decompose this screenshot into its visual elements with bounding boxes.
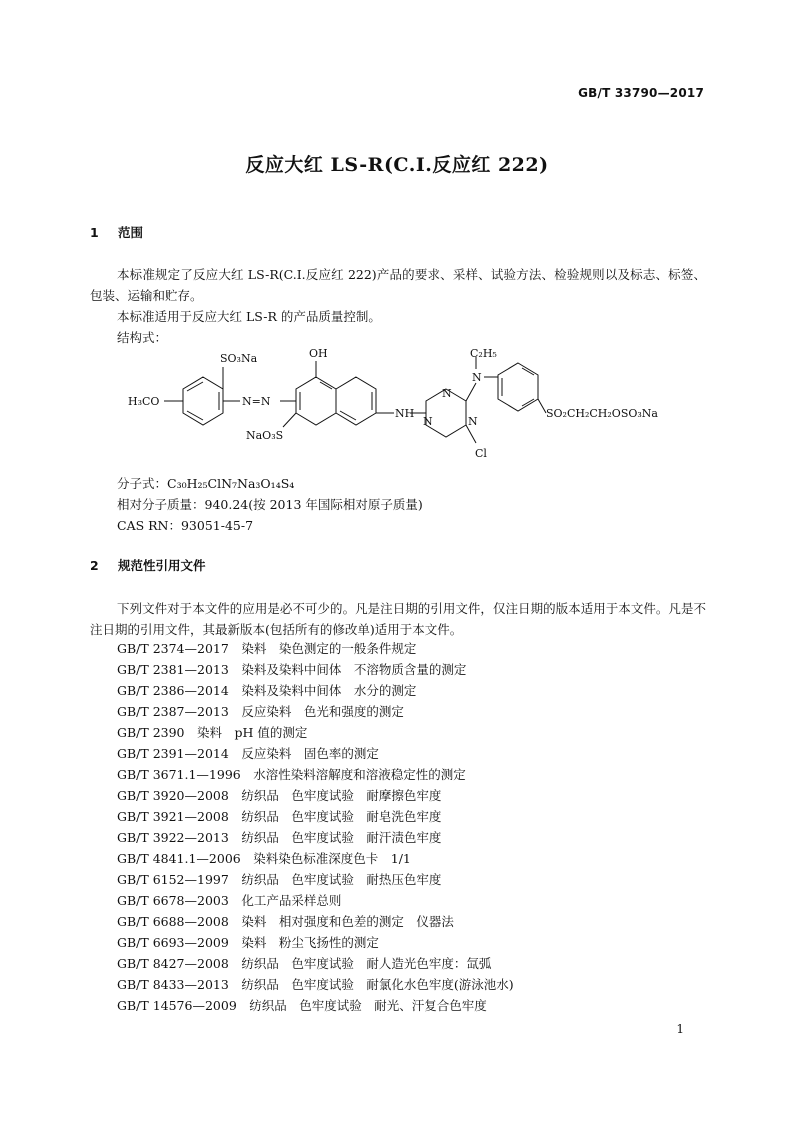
reference-item	[117, 764, 514, 785]
reference-code: GB/T 8433—2013	[117, 977, 229, 992]
nao3s-label: NaO₃S	[246, 429, 284, 442]
reference-code: GB/T 6678—2003	[117, 893, 229, 908]
reference-title: 化工产品采样总则	[241, 893, 342, 908]
reference-code: GB/T 6693—2009	[117, 935, 229, 950]
reference-item	[117, 953, 514, 974]
reference-title: 反应染料 色光和强度的测定	[241, 704, 404, 719]
reference-title: 染料 相对强度和色差的测定 仪器法	[241, 914, 454, 929]
nh-label: NH	[395, 407, 415, 420]
section-1-title: 范围	[118, 225, 144, 240]
references-intro: 下列文件对于本文件的应用是必不可少的。凡是注日期的引用文件，仅注日期的版本适用于本文件。凡是不注日期的引用文件，其最新版本(包括所有的修改单)适用于本文件。	[90, 601, 706, 637]
reference-title: 反应染料 固色率的测定	[241, 746, 379, 761]
oh-label: OH	[309, 347, 328, 360]
reference-title: 染料染色标准深度色卡 1/1	[253, 851, 411, 866]
molecular-formula: C₃₀H₂₅ClN₇Na₃O₁₄S₄	[167, 476, 295, 491]
reference-code: GB/T 2390	[117, 725, 185, 740]
so3na-top-label: SO₃Na	[220, 352, 258, 365]
reference-title: 纺织品 色牢度试验 耐摩擦色牢度	[241, 788, 442, 803]
reference-item	[117, 974, 514, 995]
reference-code: GB/T 14576—2009	[117, 998, 237, 1013]
reference-code: GB/T 2391—2014	[117, 746, 229, 761]
reference-item	[117, 995, 514, 1016]
naphthalene-ring-b	[336, 377, 376, 425]
reference-title: 染料 粉尘飞扬性的测定	[241, 935, 379, 950]
section-2-title: 规范性引用文件	[118, 558, 206, 573]
triazine-n-left-label: N	[423, 415, 433, 428]
section-2-heading	[90, 556, 206, 574]
reference-code: GB/T 6688—2008	[117, 914, 229, 929]
scope-paragraph-2: 本标准适用于反应大红 LS-R 的产品质量控制。	[117, 309, 381, 324]
section-2-number: 2	[90, 558, 99, 573]
molecular-formula-line	[117, 473, 294, 494]
cl-label: Cl	[475, 447, 487, 460]
document-title: 反应大红 LS-R(C.I.反应红 222)	[245, 154, 549, 176]
sulfonyl-chain-label: SO₂CH₂CH₂OSO₃Na	[546, 407, 658, 420]
reference-code: GB/T 3671.1—1996	[117, 767, 241, 782]
triazine-n-top-label: N	[442, 387, 452, 400]
naphthalene-ring-a	[296, 377, 336, 425]
reference-code: GB/T 8427—2008	[117, 956, 229, 971]
reference-title: 染料 pH 值的测定	[197, 725, 308, 740]
reference-item	[117, 890, 514, 911]
reference-title: 纺织品 色牢度试验 耐汗渍色牢度	[241, 830, 442, 845]
benzene-ring-1	[183, 377, 223, 425]
benzene-ring-3	[498, 363, 538, 411]
section-1-heading	[90, 223, 143, 241]
structural-formula	[118, 345, 698, 465]
reference-title: 水溶性染料溶解度和溶液稳定性的测定	[253, 767, 466, 782]
azo-label: N=N	[242, 395, 271, 408]
structure-label: 结构式：	[117, 330, 168, 345]
scope-paragraph-1: 本标准规定了反应大红 LS-R(C.I.反应红 222)产品的要求、采样、试验方法、检验规则以及标志、标签、包装、运输和贮存。	[90, 267, 706, 303]
reference-list	[117, 638, 514, 1016]
amine-n-label: N	[472, 371, 482, 384]
reference-title: 染料及染料中间体 不溶物质含量的测定	[241, 662, 467, 677]
triazine-n-right-label: N	[468, 415, 478, 428]
reference-code: GB/T 2381—2013	[117, 662, 229, 677]
h3co-label: H₃CO	[128, 395, 160, 408]
page-number: 1	[676, 1022, 684, 1036]
reference-item	[117, 701, 514, 722]
reference-title: 纺织品 色牢度试验 耐氯化水色牢度(游泳池水)	[241, 977, 514, 992]
reference-item	[117, 848, 514, 869]
reference-title: 染料及染料中间体 水分的测定	[241, 683, 417, 698]
cas-number: CAS RN：93051-45-7	[117, 518, 254, 533]
formula-label: 分子式：	[117, 476, 168, 491]
reference-title: 纺织品 色牢度试验 耐光、汗复合色牢度	[249, 998, 487, 1013]
reference-title: 纺织品 色牢度试验 耐人造光色牢度：氙弧	[241, 956, 492, 971]
reference-title: 纺织品 色牢度试验 耐热压色牢度	[241, 872, 442, 887]
reference-code: GB/T 4841.1—2006	[117, 851, 241, 866]
reference-code: GB/T 3922—2013	[117, 830, 229, 845]
reference-code: GB/T 2387—2013	[117, 704, 229, 719]
reference-item	[117, 785, 514, 806]
reference-item	[117, 659, 514, 680]
reference-item	[117, 806, 514, 827]
reference-item	[117, 722, 514, 743]
reference-code: GB/T 3920—2008	[117, 788, 229, 803]
reference-item	[117, 911, 514, 932]
section-1-number: 1	[90, 225, 99, 240]
reference-item	[117, 932, 514, 953]
ethyl-label: C₂H₅	[470, 347, 497, 360]
reference-code: GB/T 2374—2017	[117, 641, 229, 656]
reference-item	[117, 638, 514, 659]
reference-item	[117, 680, 514, 701]
reference-title: 染料 染色测定的一般条件规定	[241, 641, 417, 656]
reference-item	[117, 827, 514, 848]
reference-code: GB/T 2386—2014	[117, 683, 229, 698]
molecular-mass: 相对分子质量：940.24(按 2013 年国际相对原子质量)	[117, 497, 423, 512]
reference-title: 纺织品 色牢度试验 耐皂洗色牢度	[241, 809, 442, 824]
reference-item	[117, 743, 514, 764]
standard-number: GB/T 33790—2017	[578, 86, 704, 100]
reference-code: GB/T 6152—1997	[117, 872, 229, 887]
reference-item	[117, 869, 514, 890]
reference-code: GB/T 3921—2008	[117, 809, 229, 824]
